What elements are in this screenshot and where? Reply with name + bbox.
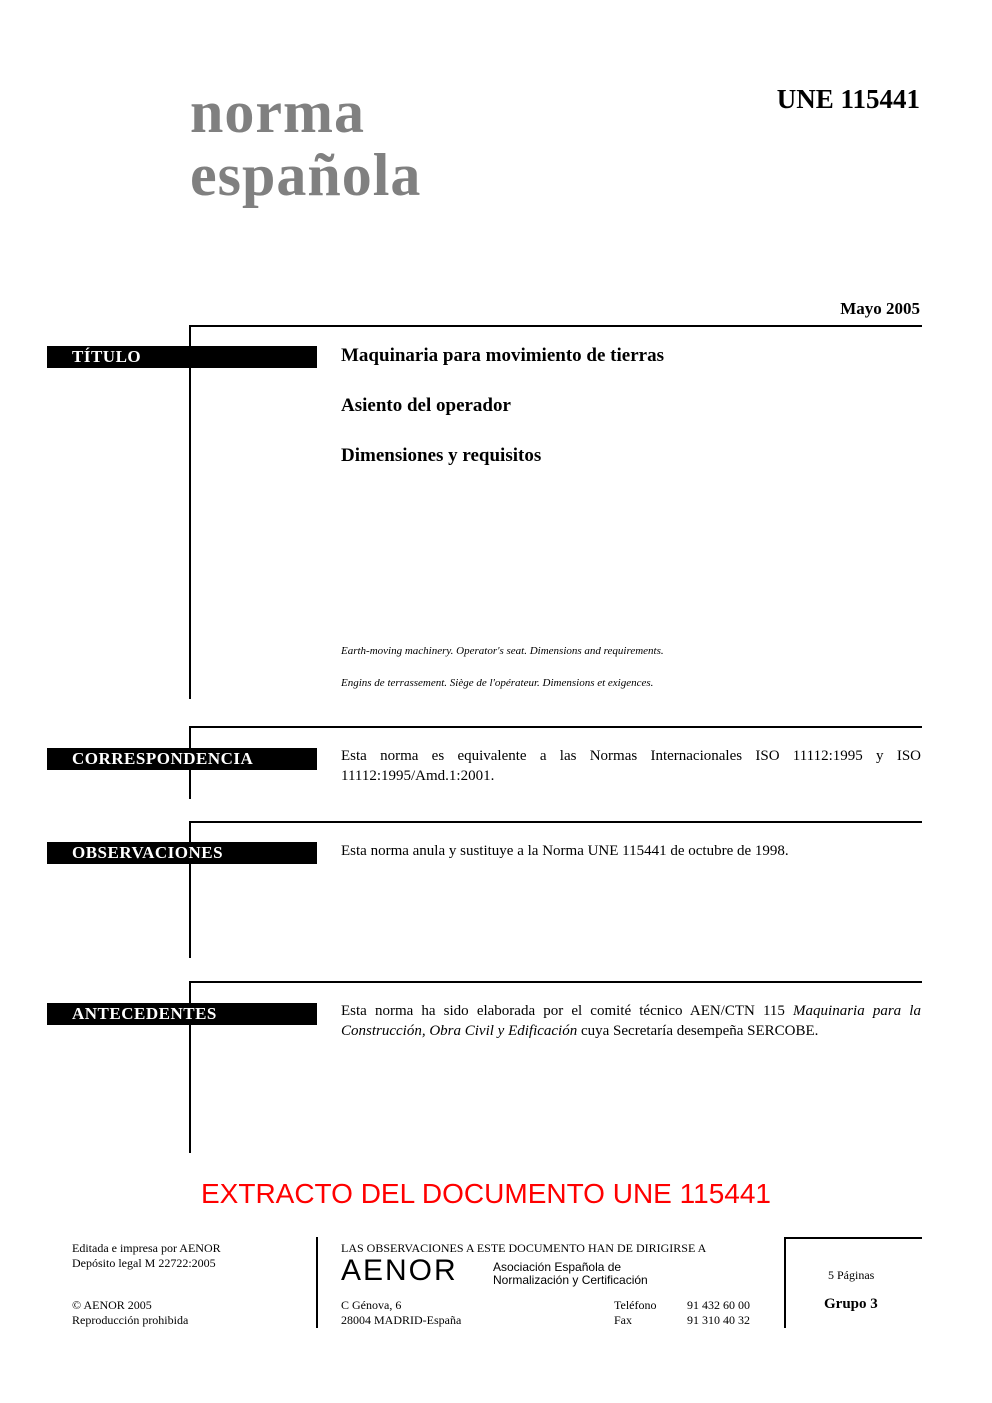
footer-fax: 91 310 40 32 xyxy=(687,1313,750,1327)
footer-phone: 91 432 60 00 xyxy=(687,1298,750,1312)
brand-norma: norma xyxy=(190,79,365,145)
footer-box-top-rule xyxy=(784,1237,922,1239)
aenor-org-line-2: Normalización y Certificación xyxy=(493,1273,648,1287)
footer-fax-label: Fax xyxy=(614,1313,632,1327)
footer-divider-left xyxy=(316,1237,318,1328)
titulo-top-rule xyxy=(189,325,922,327)
aenor-org-name xyxy=(493,1261,648,1287)
footer-city: 28004 MADRID-España xyxy=(341,1313,462,1327)
correspondencia-top-rule xyxy=(189,726,922,728)
title-french: Engins de terrassement. Siège de l'opérateur. Dimensions et exigences. xyxy=(341,677,654,689)
title-line-2: Asiento del operador xyxy=(341,395,511,416)
observaciones-top-rule xyxy=(189,821,922,823)
title-english: Earth-moving machinery. Operator's seat. Dimensions and requirements. xyxy=(341,645,664,657)
footer-deposito: Depósito legal M 22722:2005 xyxy=(72,1256,216,1270)
brand-espanola: española xyxy=(190,142,422,208)
footer-copyright: © AENOR 2005 xyxy=(72,1298,152,1312)
correspondencia-text: Esta norma es equivalente a las Normas Internacionales ISO 11112:1995 y ISO 11112:1995/Amd.1:2001. xyxy=(341,748,921,784)
footer-divider-right xyxy=(784,1237,786,1328)
titulo-vertical-rule xyxy=(189,325,191,699)
aenor-org-line-1: Asociación Española de xyxy=(493,1260,622,1274)
extract-banner: EXTRACTO DEL DOCUMENTO UNE 115441 xyxy=(200,1178,771,1209)
footer-reproduccion: Reproducción prohibida xyxy=(72,1313,189,1327)
footer-phone-label: Teléfono xyxy=(614,1298,657,1312)
document-date: Mayo 2005 xyxy=(840,299,920,318)
aenor-logo: AENOR xyxy=(341,1254,458,1287)
committee-name: Maquinaria para la Construcción, Obra Civil y Edificación xyxy=(341,1003,921,1039)
antecedentes-top-rule xyxy=(189,981,922,983)
antecedentes-text-start: Esta norma ha sido elaborada por el comité técnico AEN/CTN 115 xyxy=(341,1003,794,1019)
title-line-3: Dimensiones y requisitos xyxy=(341,445,542,466)
group-number: Grupo 3 xyxy=(824,1296,878,1312)
titulo-label: TÍTULO xyxy=(47,346,317,368)
antecedentes-text xyxy=(341,1001,921,1041)
observaciones-text: Esta norma anula y sustituye a la Norma UNE 115441 de octubre de 1998. xyxy=(341,843,789,859)
footer-street: C Génova, 6 xyxy=(341,1298,402,1312)
antecedentes-text-end: cuya Secretaría desempeña SERCOBE. xyxy=(577,1023,819,1039)
title-line-1: Maquinaria para movimiento de tierras xyxy=(341,345,664,366)
document-code: UNE 115441 xyxy=(776,84,920,114)
footer-obs-heading: LAS OBSERVACIONES A ESTE DOCUMENTO HAN DE DIRIGIRSE A xyxy=(341,1241,707,1255)
observaciones-label: OBSERVACIONES xyxy=(47,842,317,864)
footer-edited: Editada e impresa por AENOR xyxy=(72,1241,221,1255)
correspondencia-label: CORRESPONDENCIA xyxy=(47,748,317,770)
page-count: 5 Páginas xyxy=(828,1268,875,1282)
antecedentes-label: ANTECEDENTES xyxy=(47,1003,317,1025)
